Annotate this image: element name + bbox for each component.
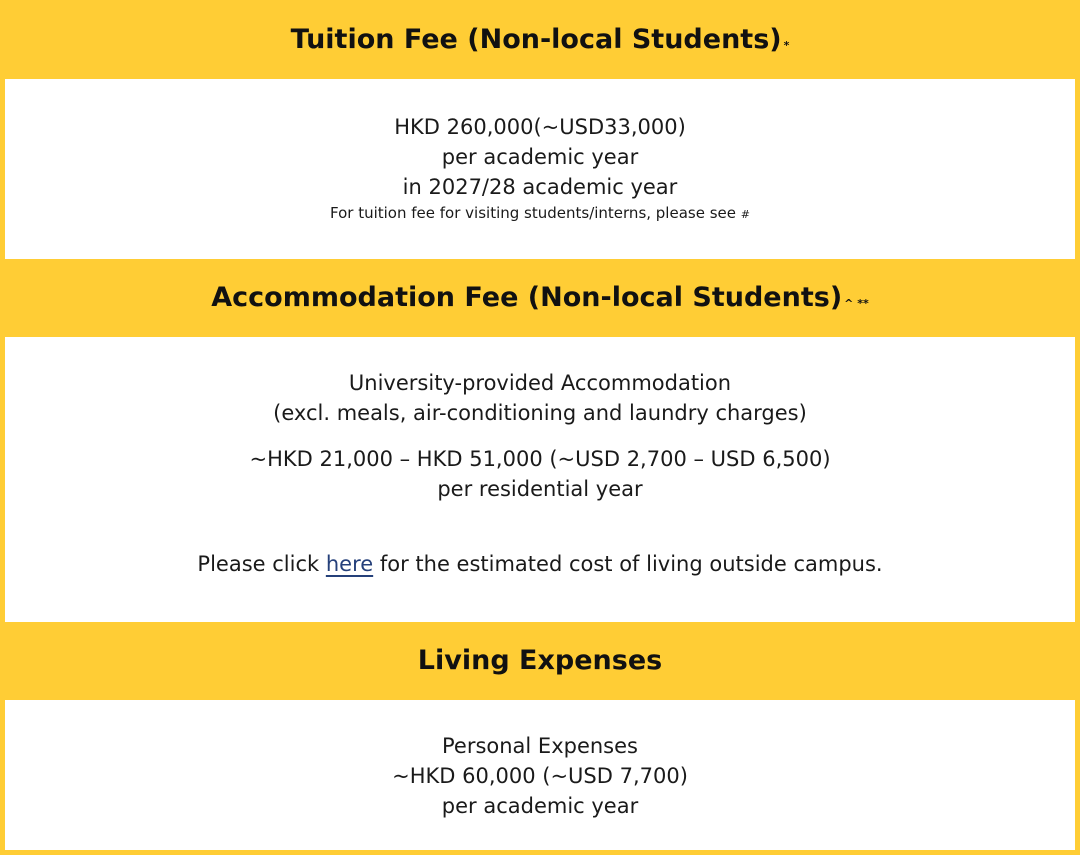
accommodation-panel bbox=[5, 337, 1075, 622]
accommodation-title: Accommodation Fee (Non-local Students) bbox=[211, 282, 843, 313]
tuition-title: Tuition Fee (Non-local Students) bbox=[290, 24, 782, 55]
accommodation-title-mark: ^ ** bbox=[844, 297, 869, 310]
here-link[interactable]: here bbox=[325, 552, 374, 576]
accommodation-period: per residential year bbox=[437, 477, 643, 501]
living-period: per academic year bbox=[441, 794, 639, 818]
living-header bbox=[0, 645, 1080, 676]
tuition-amount: HKD 260,000(~USD33,000) bbox=[394, 115, 686, 139]
click-prefix: Please click bbox=[197, 552, 320, 576]
tuition-panel bbox=[5, 79, 1075, 259]
accommodation-range: ~HKD 21,000 – HKD 51,000 (~USD 2,700 – USD 6,500) bbox=[249, 447, 831, 471]
outside-campus-note bbox=[5, 549, 1075, 579]
living-label: Personal Expenses bbox=[441, 734, 638, 758]
living-title: Living Expenses bbox=[417, 645, 663, 676]
tuition-title-mark: * bbox=[783, 39, 790, 52]
accommodation-exclusions: (excl. meals, air-conditioning and laundry charges) bbox=[273, 401, 807, 425]
tuition-header bbox=[0, 24, 1080, 55]
living-amount: ~HKD 60,000 (~USD 7,700) bbox=[392, 764, 688, 788]
accommodation-type: University-provided Accommodation bbox=[348, 371, 732, 395]
tuition-period: per academic year bbox=[441, 145, 639, 169]
tuition-note-text: For tuition fee for visiting students/interns, please see bbox=[330, 204, 736, 222]
accommodation-header bbox=[0, 282, 1080, 313]
tuition-note-mark: # bbox=[740, 208, 750, 221]
tuition-year: in 2027/28 academic year bbox=[402, 175, 678, 199]
living-panel bbox=[5, 700, 1075, 850]
tuition-note bbox=[5, 202, 1075, 226]
click-suffix: for the estimated cost of living outside campus. bbox=[379, 552, 883, 576]
